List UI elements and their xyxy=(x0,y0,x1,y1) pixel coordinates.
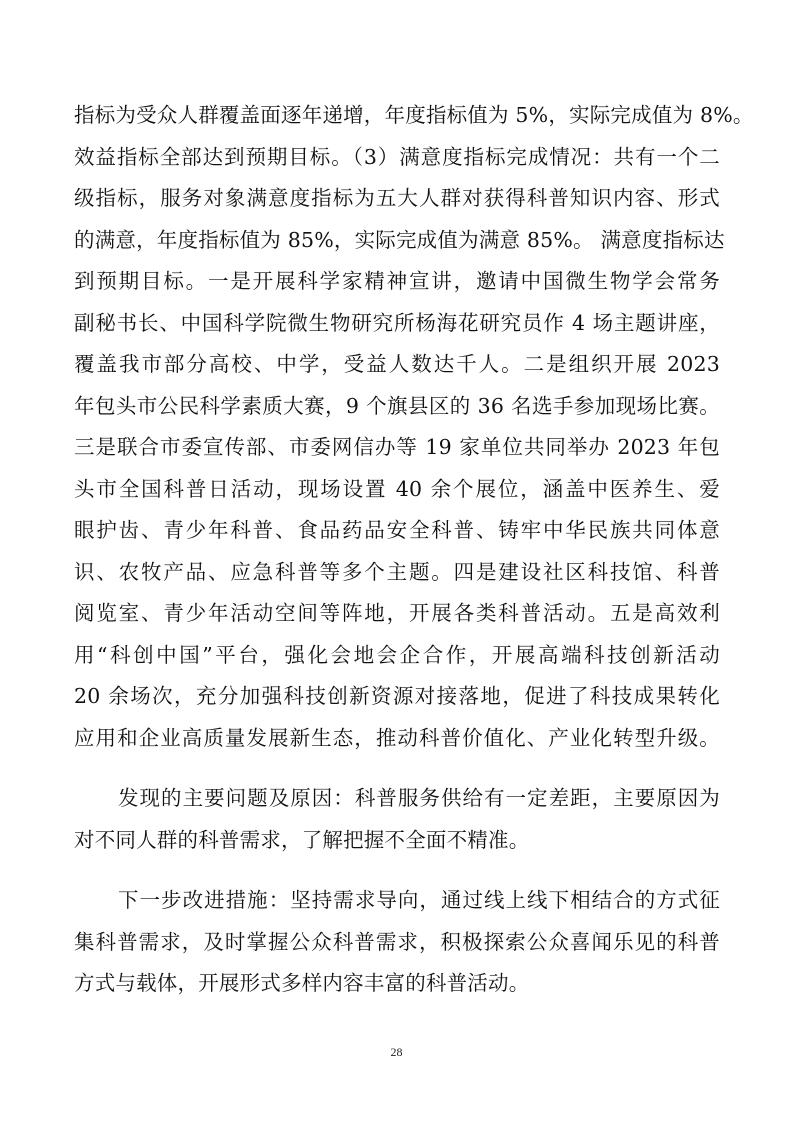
paragraph-results xyxy=(74,95,754,759)
page-number: 28 xyxy=(390,1045,403,1059)
text-line: 效益指标全部达到预期目标。（3）满意度指标完成情况：共有一个二 xyxy=(74,144,720,169)
text-line: 用“科创中国”平台，强化会地会企合作，开展高端科技创新活动 xyxy=(74,642,720,667)
text-line: 的满意，年度指标值为 85%，实际完成值为满意 85%。 满意度指标达 xyxy=(74,227,725,252)
text-line: 发现的主要问题及原因：科普服务供给有一定差距，主要原因为 xyxy=(118,786,720,810)
paragraph-improvements xyxy=(74,880,720,1005)
document-body xyxy=(74,95,754,1005)
text-line: 到预期目标。一是开展科学家精神宣讲，邀请中国微生物学会常务 xyxy=(74,269,720,293)
paragraph-spacer xyxy=(74,759,720,778)
text-line: 应用和企业高质量发展新生态，推动科普价值化、产业化转型升级。 xyxy=(74,725,720,750)
text-line: 级指标，服务对象满意度指标为五大人群对获得科普知识内容、形式 xyxy=(74,186,720,210)
text-line: 下一步改进措施：坚持需求导向，通过线上线下相结合的方式征 xyxy=(118,888,720,912)
paragraph-problems xyxy=(74,778,720,861)
text-line: 方式与载体，开展形式多样内容丰富的科普活动。 xyxy=(74,971,530,995)
text-line: 阅览室、青少年活动空间等阵地，开展各类科普活动。五是高效利 xyxy=(74,601,720,625)
text-line: 指标为受众人群覆盖面逐年递增，年度指标值为 5%，实际完成值为 8%。 xyxy=(74,103,754,127)
text-line: 覆盖我市部分高校、中学，受益人数达千人。二是组织开展 2023 xyxy=(74,352,720,376)
paragraph-spacer xyxy=(74,861,720,880)
text-line: 对不同人群的科普需求，了解把握不全面不精准。 xyxy=(74,827,530,852)
text-line: 头市全国科普日活动，现场设置 40 余个展位，涵盖中医养生、爱 xyxy=(74,476,720,501)
text-line: 三是联合市委宣传部、市委网信办等 19 家单位共同举办 2023 年包 xyxy=(74,435,720,459)
text-line: 年包头市公民科学素质大赛，9 个旗县区的 36 名选手参加现场比赛。 xyxy=(74,393,720,418)
text-line: 眼护齿、青少年科普、食品药品安全科普、铸牢中华民族共同体意 xyxy=(74,518,720,542)
text-line: 集科普需求，及时掌握公众科普需求，积极探索公众喜闻乐见的科普 xyxy=(74,929,720,954)
text-line: 20 余场次，充分加强科技创新资源对接落地，促进了科技成果转化 xyxy=(74,684,720,708)
text-line: 副秘书长、中国科学院微生物研究所杨海花研究员作 4 场主题讲座， xyxy=(74,310,720,335)
text-line: 识、农牧产品、应急科普等多个主题。四是建设社区科技馆、科普 xyxy=(74,559,720,584)
